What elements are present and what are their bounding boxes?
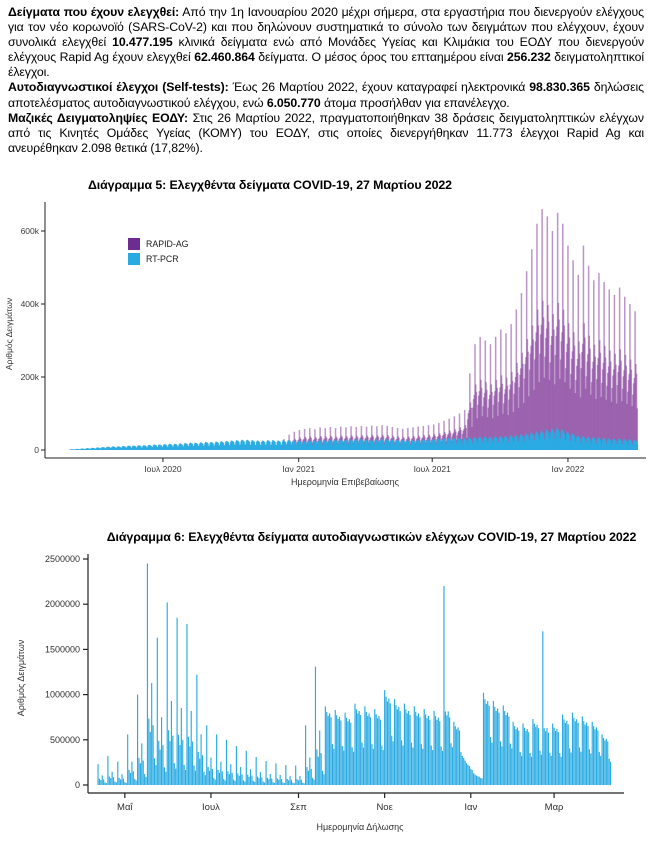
svg-text:400k: 400k	[20, 298, 39, 309]
svg-text:Ιουλ: Ιουλ	[202, 801, 220, 813]
svg-text:Ιαν: Ιαν	[464, 801, 478, 813]
bold-text-run: Μαζικές Δειγματοληψίες ΕΟΔΥ:	[8, 110, 189, 125]
text-run: δειγματοληπτικοί έλεγχοι.	[8, 50, 644, 80]
text-run: άτομα προσήλθαν για επανέλεγχο.	[320, 95, 510, 110]
paragraph-self-tests	[8, 80, 644, 110]
chart5-plot	[0, 194, 653, 494]
svg-text:2500000: 2500000	[44, 553, 80, 564]
text-run: Έως 26 Μαρτίου 2022, έχουν καταγραφεί ηλεκτρονικά	[228, 80, 530, 95]
chart5-legend	[128, 238, 189, 268]
legend-label-rt-pcr: RT-PCR	[146, 253, 179, 264]
text-run: δείγματα. Ο μέσος όρος του επταημέρου είναι	[254, 50, 507, 65]
svg-text:Αριθμός Δειγμάτων: Αριθμός Δειγμάτων	[16, 639, 26, 717]
svg-text:Ημερομηνία Δήλωσης: Ημερομηνία Δήλωσης	[316, 821, 404, 832]
bold-text-run: 6.050.770	[266, 95, 321, 110]
svg-text:Ιαν 2022: Ιαν 2022	[551, 463, 585, 474]
svg-text:Ιουλ 2020: Ιουλ 2020	[144, 463, 182, 474]
chart5-title: Διάγραμμα 5: Ελεγχθέντα δείγματα COVID-19, 27 Μαρτίου 2022	[88, 177, 452, 192]
svg-text:Νοε: Νοε	[376, 801, 393, 813]
svg-text:0: 0	[34, 444, 39, 455]
svg-text:0: 0	[74, 779, 80, 790]
svg-text:Ιουλ 2021: Ιουλ 2021	[413, 463, 451, 474]
rapid-ag-swatch	[128, 238, 140, 250]
svg-text:1000000: 1000000	[44, 689, 80, 700]
text-run: Από την 1η Ιανουαρίου 2020 μέχρι σήμερα, στα εργαστήρια που διενεργούν ελέγχους για τον νέο κορωνοϊό (SARS-CoV-2) και που δηλώνουν συστηματικά το σύνολο των δειγμάτων που ελέγχουν, έχουν συνολικά ελεγχθεί	[8, 5, 644, 50]
svg-text:Ιαν 2021: Ιαν 2021	[282, 463, 316, 474]
svg-text:2000000: 2000000	[44, 599, 80, 610]
text-run: κλινικά δείγματα ενώ από Μονάδες Υγείας και Κλιμάκια του ΕΟΔΥ που διενεργούν ελέγχους Rapid Ag έχουν ελεγχθεί	[8, 35, 644, 65]
bold-text-run: 62.460.864	[194, 50, 255, 65]
legend-label-rapid-ag: RAPID-AG	[146, 238, 189, 249]
paragraph-samples-tested	[8, 5, 644, 80]
svg-text:500000: 500000	[49, 734, 80, 745]
svg-text:1500000: 1500000	[44, 644, 80, 655]
chart5-container	[0, 178, 653, 494]
chart6-container	[0, 530, 653, 844]
svg-text:Μαρ: Μαρ	[544, 801, 564, 813]
chart6-title: Διάγραμμα 6: Ελεγχθέντα δείγματα αυτοδιαγνωστικών ελέγχων COVID-19, 27 Μαρτίου 2022	[106, 529, 637, 544]
bold-text-run: 256.232	[507, 50, 551, 65]
svg-text:Μαΐ: Μαΐ	[117, 801, 133, 813]
paragraph-mass-sampling	[8, 111, 644, 156]
legend-item-rt-pcr	[128, 253, 189, 265]
svg-text:Σεπ: Σεπ	[290, 801, 307, 813]
report-text-block	[0, 0, 653, 156]
svg-text:Αριθμός Δειγμάτων: Αριθμός Δειγμάτων	[4, 297, 14, 371]
bold-text-run: Αυτοδιαγνωστικοί έλεγχοι (Self-tests):	[8, 80, 229, 95]
bold-text-run: 10.477.195	[112, 35, 173, 50]
rt-pcr-swatch	[128, 253, 140, 265]
chart6-plot	[0, 548, 653, 844]
bold-text-run: Δείγματα που έχουν ελεγχθεί:	[8, 5, 180, 19]
bold-text-run: 98.830.365	[529, 80, 590, 95]
text-run: Στις 26 Μαρτίου 2022, πραγματοποιήθηκαν 38 δράσεις δειγματοληπτικών ελέγχων από τις Κινητές Ομάδες Υγείας (ΚΟΜΥ) του ΕΟΔΥ, στις οποίες διενεργήθηκαν 11.773 έλεγχοι Rapid Ag και ανευρέθηκαν 2.098 θετικά (17,82%).	[8, 110, 644, 155]
svg-text:200k: 200k	[20, 371, 39, 382]
legend-item-rapid-ag	[128, 238, 189, 250]
svg-text:Ημερομηνία Επιβεβαίωσης: Ημερομηνία Επιβεβαίωσης	[291, 476, 399, 487]
svg-text:600k: 600k	[20, 225, 39, 236]
text-run: δηλώσεις αποτελέσματος αυτοδιαγνωστικού ελέγχου, ενώ	[8, 80, 644, 110]
